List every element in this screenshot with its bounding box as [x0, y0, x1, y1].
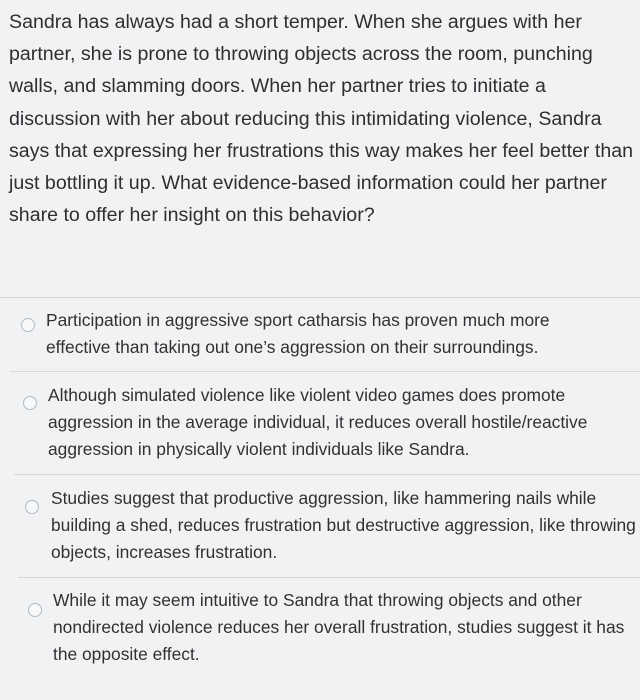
divider [14, 474, 640, 475]
answer-option-3[interactable] [0, 484, 640, 574]
radio-button-option-4[interactable] [28, 603, 42, 617]
answer-option-1-label: Participation in aggressive sport catharsis has proven much more effective than taking out one’s aggression on their surroundings. [46, 310, 550, 357]
radio-button-option-3[interactable] [25, 500, 39, 514]
answer-option-3-label: Studies suggest that productive aggression, like hammering nails while building a shed, reduces frustration but destructive aggression, like throwing objects, increases frustration. [51, 488, 636, 562]
radio-button-option-2[interactable] [23, 396, 37, 410]
divider [10, 371, 640, 372]
radio-button-option-1[interactable] [21, 318, 35, 332]
answer-option-4[interactable] [0, 586, 640, 676]
answer-option-2[interactable] [0, 381, 640, 471]
answer-option-4-label: While it may seem intuitive to Sandra that throwing objects and other nondirected violence reduces her overall frustration, studies suggest it has the opposite effect. [53, 590, 625, 664]
answer-option-2-label: Although simulated violence like violent video games does promote aggression in the average individual, it reduces overall hostile/reactive aggression in physically violent individuals like Sandra. [48, 385, 588, 459]
question-text: Sandra has always had a short temper. When she argues with her partner, she is prone to throwing objects across the room, punching walls, and slamming doors. When her partner tries to initiate a discussion with her about reducing this intimidating violence, Sandra says that expressing her frustrations this way makes her feel better than just bottling it up. What evidence-based information could her partner share to offer her insight on this behavior? [9, 11, 634, 227]
answer-option-1[interactable] [0, 306, 640, 368]
divider [0, 297, 640, 298]
divider [18, 577, 640, 578]
